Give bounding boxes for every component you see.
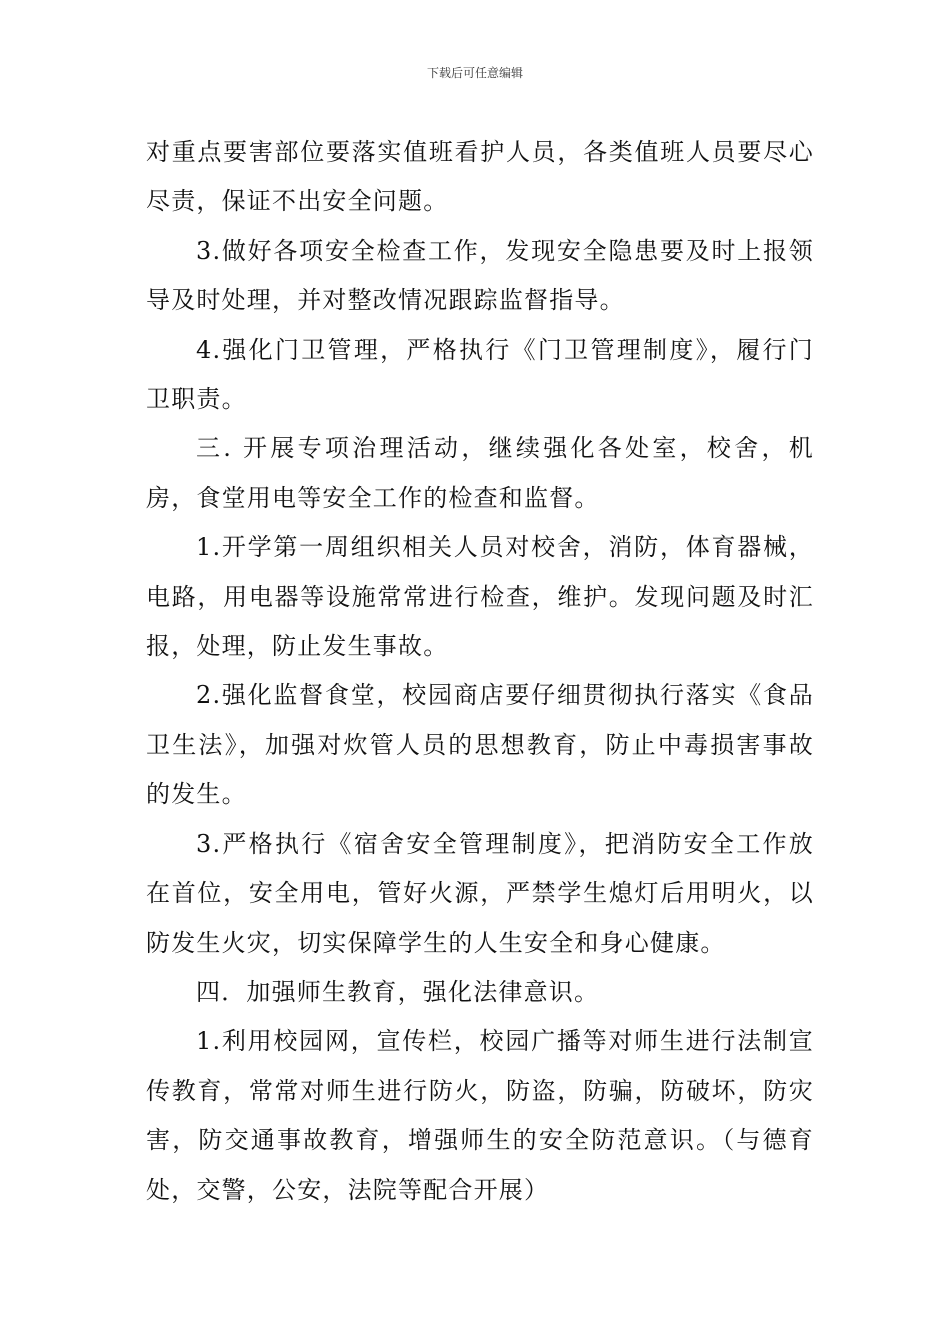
- paragraph: 2.强化监督食堂，校园商店要仔细贯彻执行落实《食品卫生法》，加强对炊管人员的思想教育，防止中毒损害事故的发生。: [146, 681, 814, 809]
- paragraph: 3.做好各项安全检查工作，发现安全隐患要及时上报领导及时处理，并对整改情况跟踪监督指导。: [146, 236, 814, 315]
- paragraph: 4.强化门卫管理，严格执行《门卫管理制度》，履行门卫职责。: [146, 335, 814, 414]
- paragraph: 对重点要害部位要落实值班看护人员，各类值班人员要尽心尽责，保证不出安全问题。: [146, 138, 814, 216]
- paragraph: 3.严格执行《宿舍安全管理制度》，把消防安全工作放在首位，安全用电，管好火源，严禁学生熄灯后用明火，以防发生火灾，切实保障学生的人生安全和身心健康。: [146, 829, 814, 957]
- section-heading-paragraph: 四．加强师生教育，强化法律意识。: [196, 977, 600, 1006]
- paragraph: 1.利用校园网，宣传栏，校园广播等对师生进行法制宣传教育，常常对师生进行防火，防盗，防骗，防破坏，防灾害，防交通事故教育，增强师生的安全防范意识。（与德育处，交警，公安，法院等配合开展）: [146, 1027, 814, 1204]
- section-heading-paragraph: 三. 开展专项治理活动，继续强化各处室，校舍，机房，食堂用电等安全工作的检查和监督。: [146, 434, 814, 512]
- document-body: [146, 128, 814, 1215]
- page-header: 下载后可任意编辑: [426, 66, 523, 80]
- paragraph: 1.开学第一周组织相关人员对校舍，消防，体育器械，电路，用电器等设施常常进行检查，维护。发现问题及时汇报，处理，防止发生事故。: [146, 533, 814, 661]
